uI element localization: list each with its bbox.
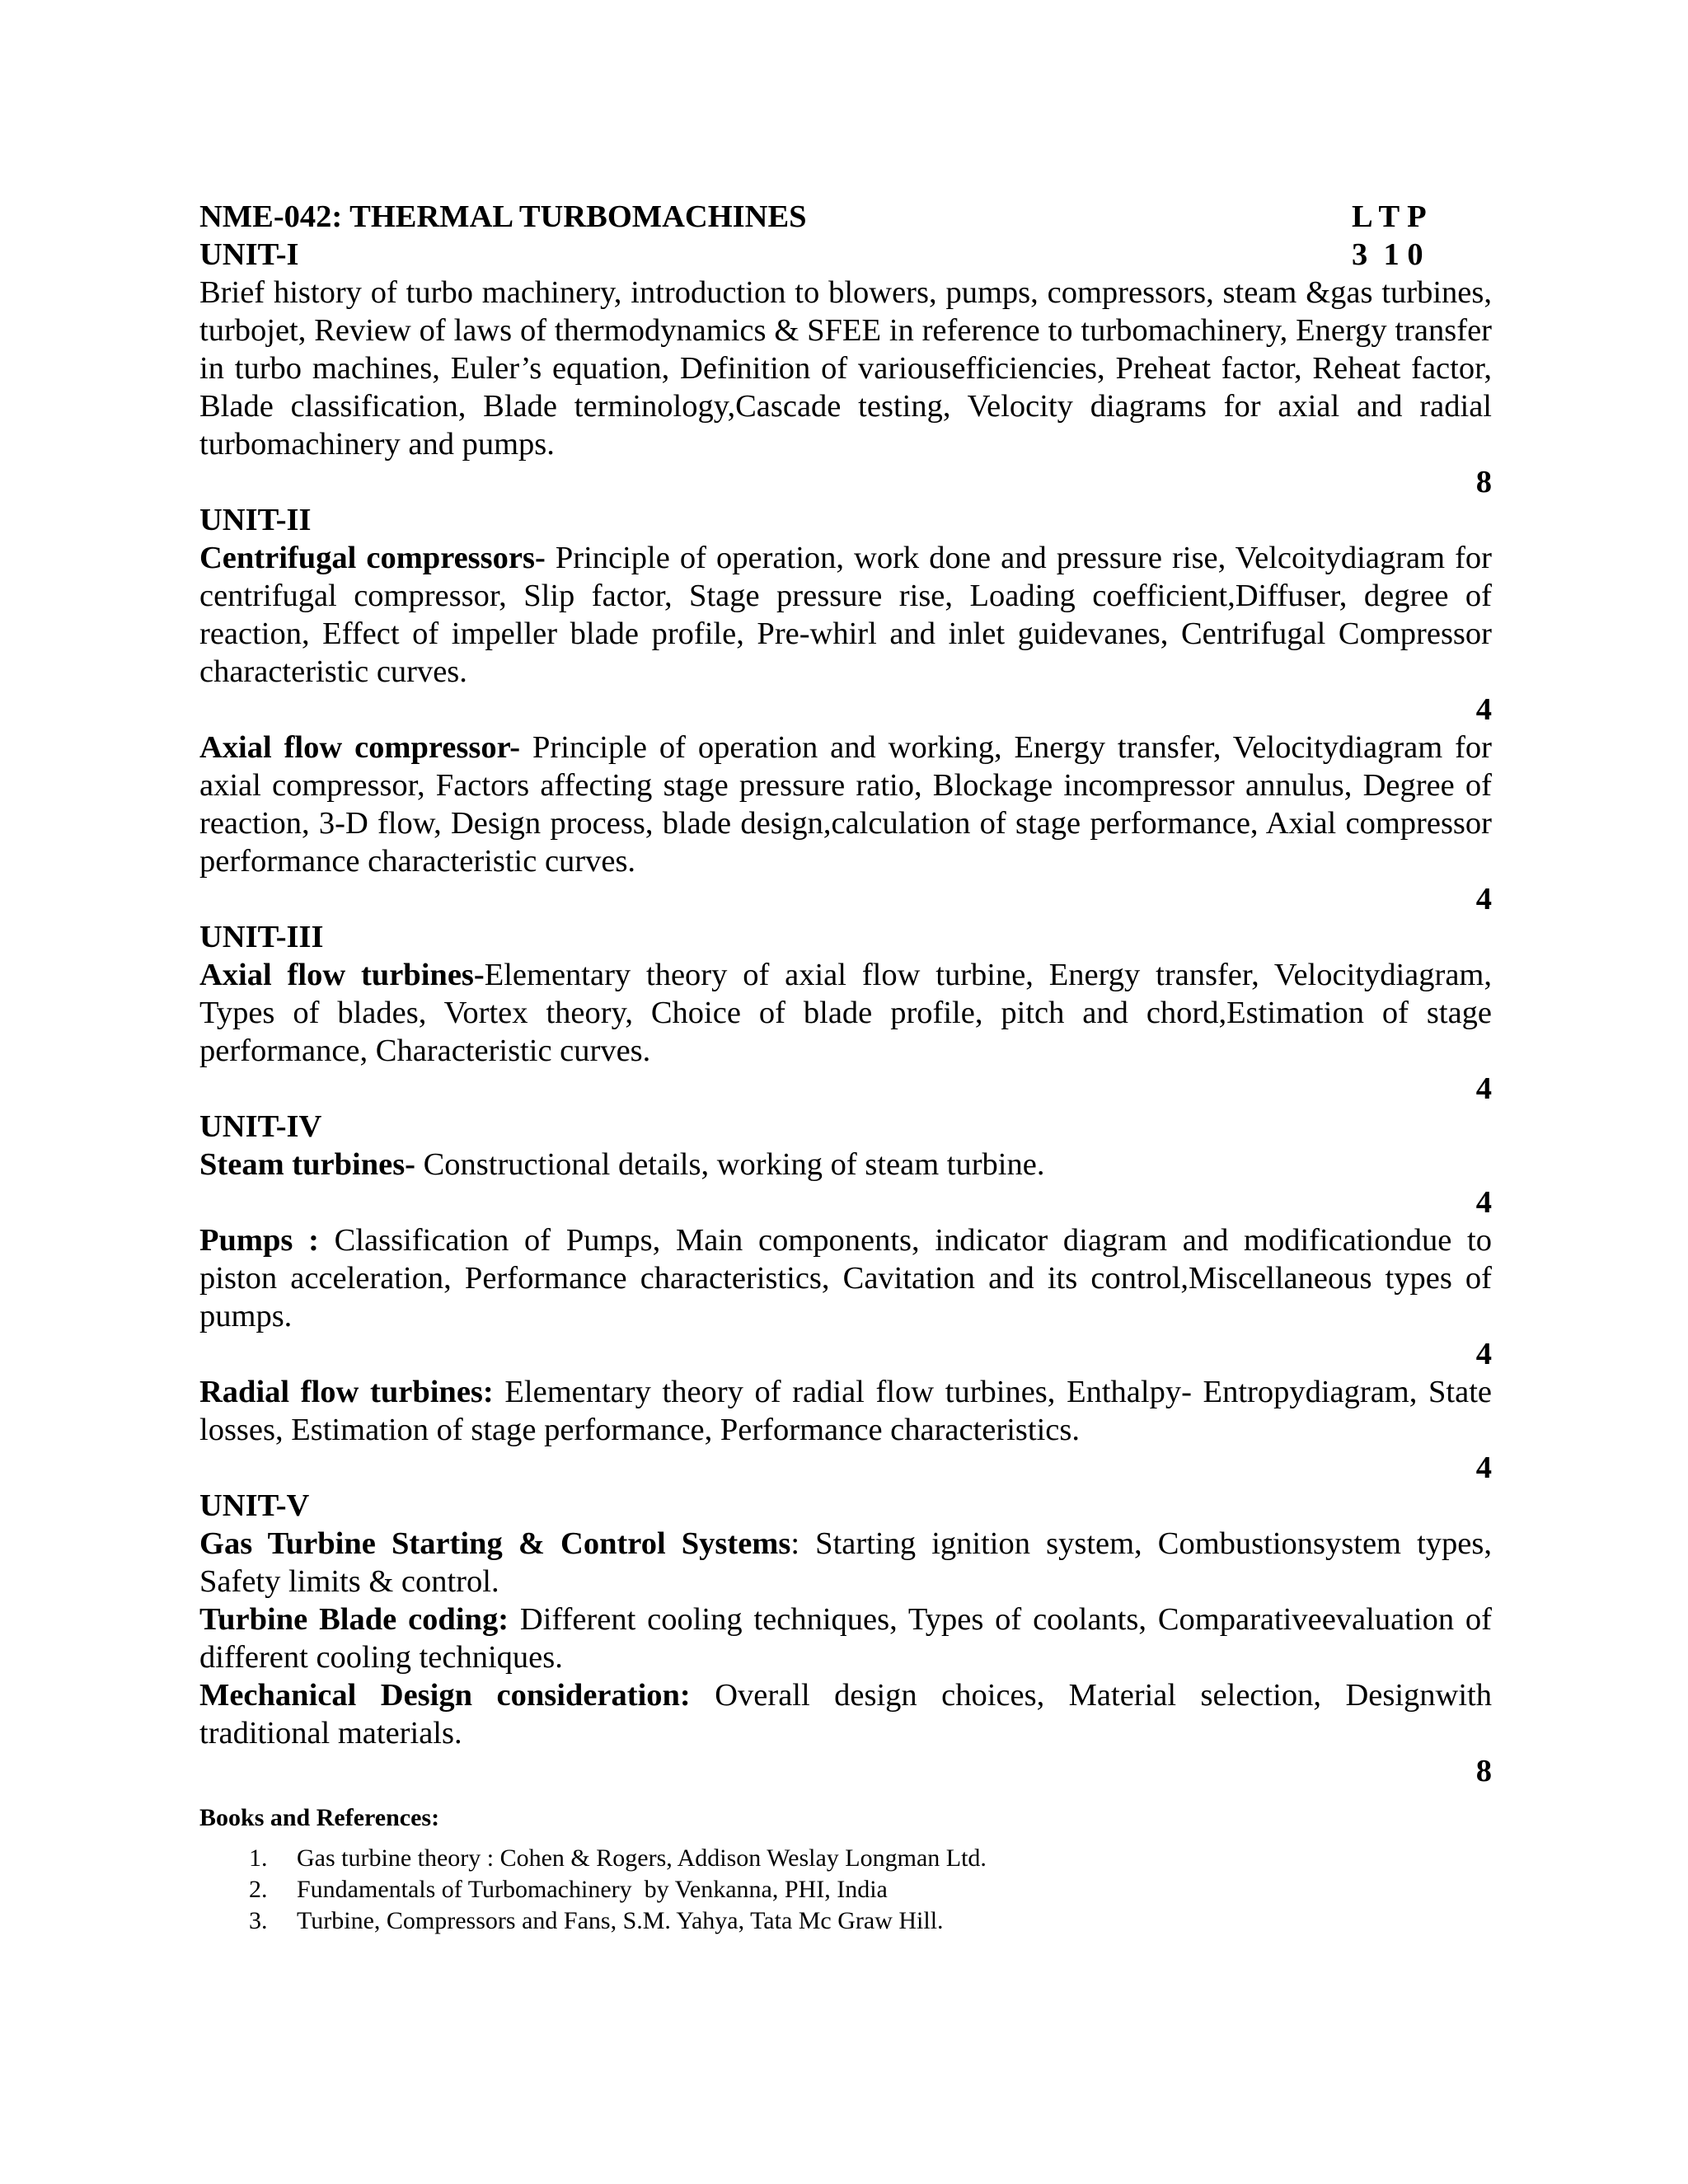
- unit-5-topic-1: [199, 1525, 1492, 1601]
- ltp-values: 3 1 0: [1352, 237, 1423, 272]
- book-item: [199, 1843, 1492, 1874]
- books-heading: Books and References:: [199, 1804, 440, 1831]
- unit-3-topic-1-hours: 4: [1475, 1071, 1492, 1106]
- topic-text: Elementary theory of radial flow turbines, Enthalpy- Entropydiagram, State losses, Estimation of stage performance, Performance characteristics.: [199, 1375, 1492, 1447]
- unit-5-topic-2: [199, 1601, 1492, 1676]
- topic-title: Radial flow turbines:: [199, 1375, 494, 1409]
- topic-text: Different cooling techniques, Types of coolants, Comparativeevaluation of different cooling techniques.: [199, 1602, 1492, 1675]
- book-number: 1.: [249, 1844, 268, 1872]
- unit-5-topic-3: [199, 1676, 1492, 1752]
- ltp-label: L T P: [1352, 199, 1427, 234]
- topic-text: Constructional details, working of steam turbine.: [415, 1147, 1045, 1182]
- unit-2-topic-1-hours: 4: [1475, 692, 1492, 727]
- unit-2-topic-1: [199, 539, 1492, 691]
- book-number: 2.: [249, 1876, 268, 1903]
- book-item: [199, 1874, 1492, 1905]
- book-text: Turbine, Compressors and Fans, S.M. Yahya, Tata Mc Graw Hill.: [297, 1907, 944, 1934]
- topic-text: Principle of operation, work done and pressure rise, Velcoitydiagram for centrifugal compressor, Slip factor, Stage pressure rise, Loading coefficient,Diffuser, degree of reaction, Effect of impeller blade profile, Pre-whirl and inlet guidevanes, Centrifugal Compressor characteristic curves.: [199, 541, 1492, 689]
- topic-text: : Starting ignition system, Combustionsystem types, Safety limits & control.: [199, 1526, 1493, 1599]
- unit-4-heading: UNIT-IV: [199, 1109, 322, 1144]
- unit-1-text: Brief history of turbo machinery, introduction to blowers, pumps, compressors, steam &gas turbines, turbojet, Review of laws of thermodynamics & SFEE in reference to turbomachinery, Energy transfer in turbo machines, Euler’s equation, Definition of variousefficiencies, Preheat factor, Reheat factor, Blade classification, Blade terminology,Cascade testing, Velocity diagrams for axial and radial turbomachinery and pumps.: [199, 275, 1492, 462]
- topic-title: Mechanical Design consideration:: [199, 1678, 691, 1713]
- unit-2-topic-2: [199, 729, 1492, 880]
- unit-1-hours: 8: [1475, 465, 1492, 499]
- topic-title: Steam turbines-: [199, 1147, 415, 1182]
- unit-3-topic-1: [199, 956, 1492, 1070]
- book-number: 3.: [249, 1907, 268, 1934]
- topic-title: Axial flow turbines-: [199, 958, 485, 992]
- unit-4-topic-2-hours: 4: [1475, 1337, 1492, 1371]
- topic-text: Elementary theory of axial flow turbine, Energy transfer, Velocitydiagram, Types of blades, Vortex theory, Choice of blade profile, pitch and chord,Estimation of stage performance, Characteristic curves.: [199, 958, 1492, 1068]
- topic-title: Centrifugal compressors-: [199, 541, 546, 575]
- topic-title: Turbine Blade coding:: [199, 1602, 509, 1637]
- unit-4-topic-1-hours: 4: [1475, 1185, 1492, 1220]
- ltp-block: [1352, 198, 1475, 274]
- unit-4-topic-3: [199, 1373, 1492, 1449]
- syllabus-content: [199, 198, 1492, 1937]
- course-title: NME-042: THERMAL TURBOMACHINES: [199, 199, 807, 234]
- unit-2-heading: UNIT-II: [199, 503, 312, 537]
- unit-4-topic-1: [199, 1146, 1492, 1183]
- unit-5-heading: UNIT-V: [199, 1488, 310, 1523]
- topic-text: Overall design choices, Material selection, Designwith traditional materials.: [199, 1678, 1492, 1750]
- topic-title: Pumps :: [199, 1223, 319, 1258]
- topic-text: Principle of operation and working, Energy transfer, Velocitydiagram for axial compressor, Factors affecting stage pressure ratio, Blockage incompressor annulus, Degree of reaction, 3-D flow, Design process, blade design,calculation of stage performance, Axial compressor performance characteristic curves.: [199, 730, 1492, 879]
- book-text: Fundamentals of Turbomachinery by Venkanna, PHI, India: [297, 1876, 888, 1903]
- unit-4-topic-3-hours: 4: [1475, 1451, 1492, 1485]
- unit-4-topic-2: [199, 1221, 1492, 1335]
- unit-5-hours: 8: [1475, 1754, 1492, 1788]
- unit-1-heading: UNIT-I: [199, 237, 299, 272]
- topic-title: Axial flow compressor-: [199, 730, 521, 765]
- book-item: [199, 1905, 1492, 1937]
- books-list: [199, 1843, 1492, 1937]
- unit-3-heading: UNIT-III: [199, 920, 324, 954]
- topic-title: Gas Turbine Starting & Control Systems: [199, 1526, 791, 1561]
- book-text: Gas turbine theory : Cohen & Rogers, Addison Weslay Longman Ltd.: [297, 1844, 987, 1872]
- topic-text: Classification of Pumps, Main components, indicator diagram and modificationdue to piston acceleration, Performance characteristics, Cavitation and its control,Miscellaneous types of pumps.: [199, 1223, 1492, 1333]
- unit-2-topic-2-hours: 4: [1475, 882, 1492, 916]
